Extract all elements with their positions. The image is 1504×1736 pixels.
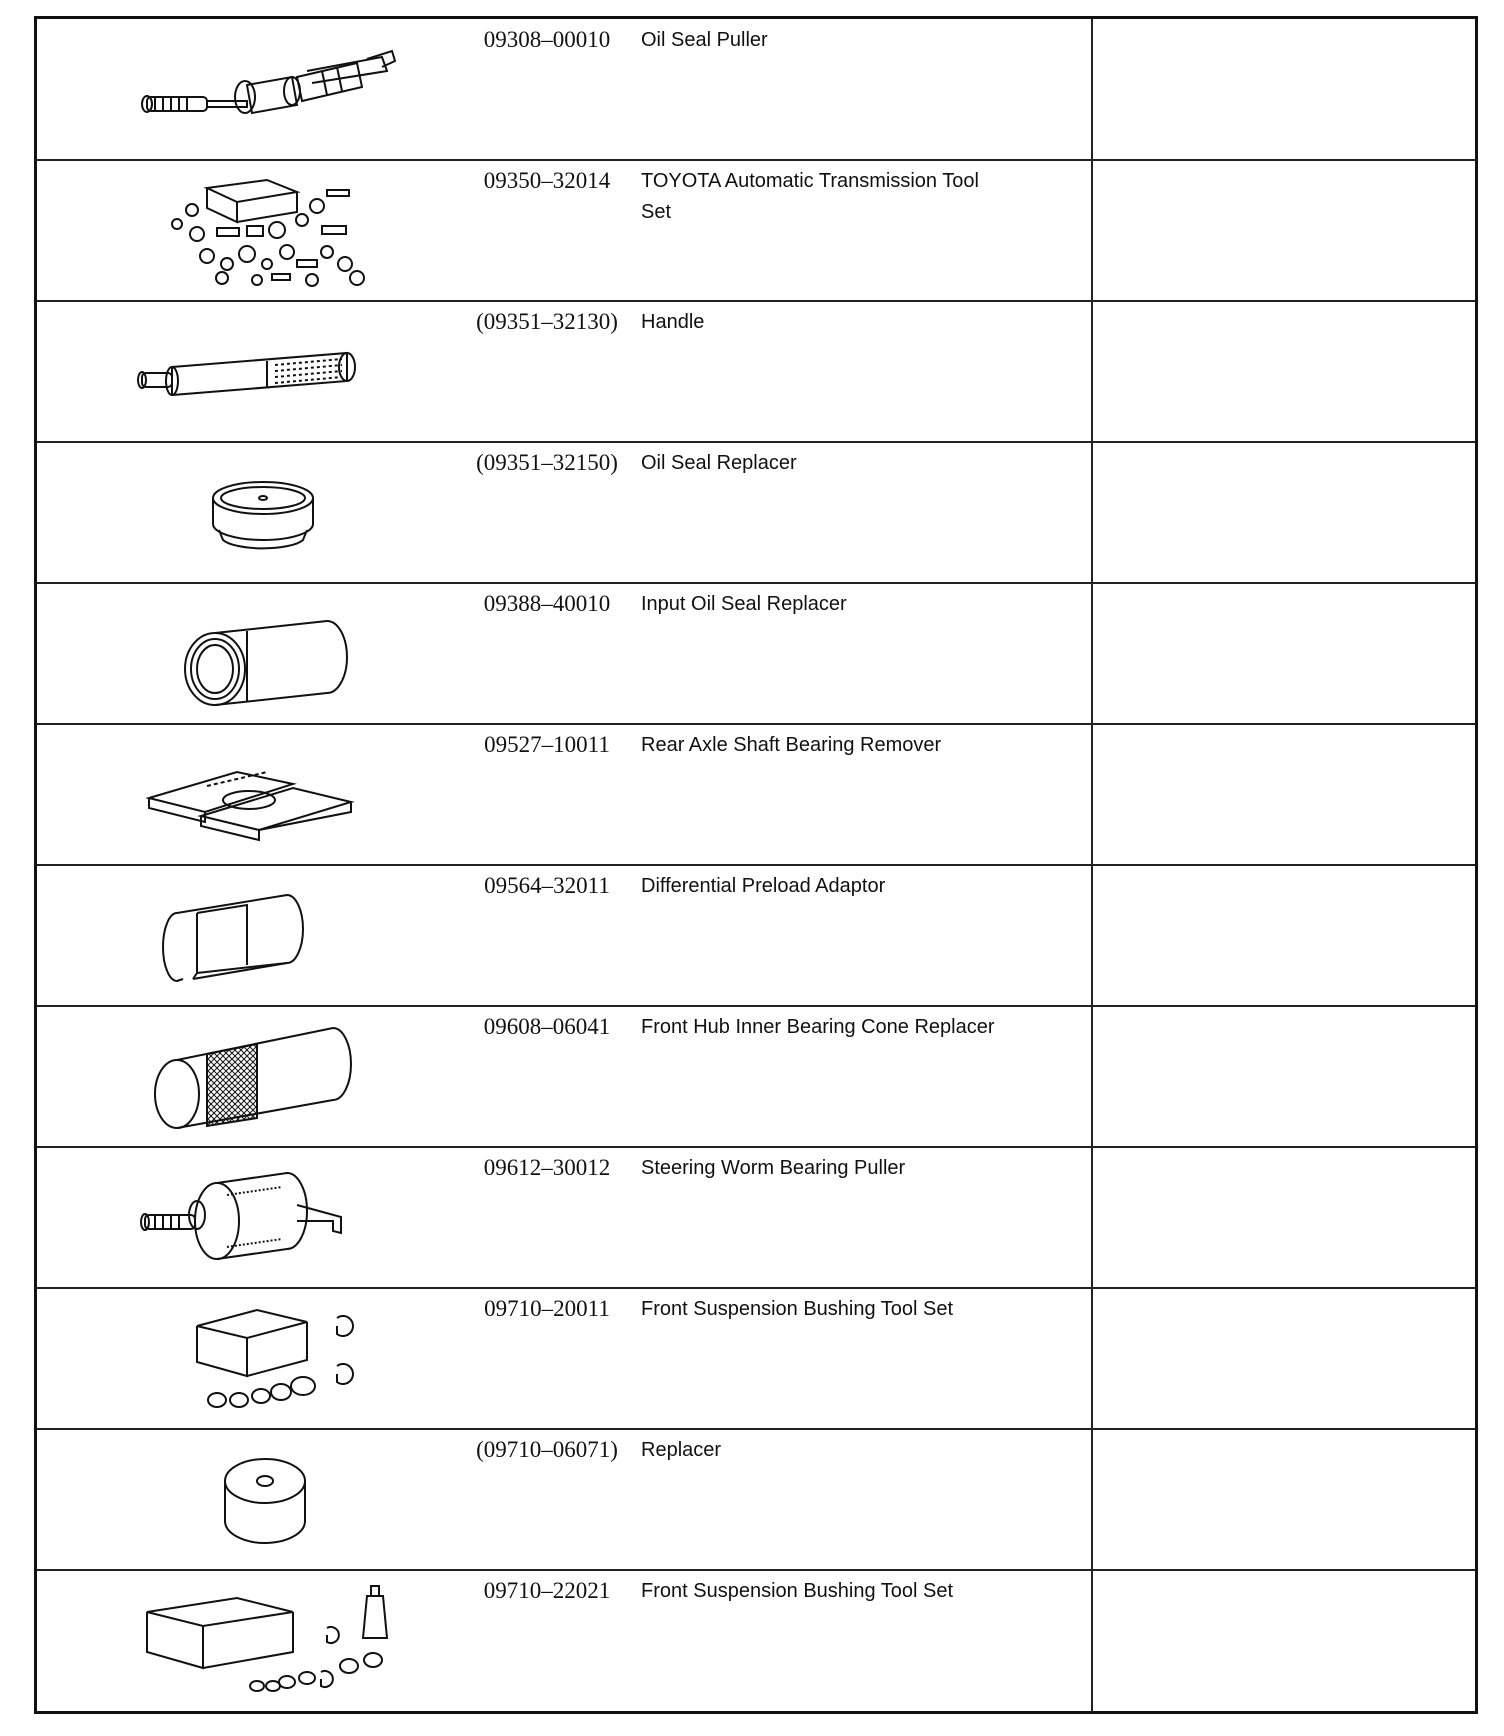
bushing-tool-set-icon xyxy=(97,1578,397,1704)
remarks-cell xyxy=(1093,1147,1475,1287)
tool-row xyxy=(37,583,1475,725)
short-replacer-icon xyxy=(97,1437,397,1563)
tool-set-kit-icon xyxy=(97,168,397,294)
special-service-tools-table xyxy=(34,16,1478,1714)
tool-name: Handle xyxy=(641,311,705,333)
remarks-cell xyxy=(1093,301,1475,441)
slotted-tube-adaptor-icon xyxy=(97,873,397,999)
tool-name: Input Oil Seal Replacer xyxy=(641,593,847,615)
part-number: 09608–06041 xyxy=(483,1014,611,1039)
part-number: 09564–32011 xyxy=(484,873,610,898)
remarks-cell xyxy=(1093,724,1475,864)
tool-name: Oil Seal Replacer xyxy=(641,452,797,474)
tool-name: TOYOTA Automatic Transmission Tool Set xyxy=(641,170,979,223)
tool-row xyxy=(37,1006,1475,1148)
part-number: (09351–32150) xyxy=(476,450,618,475)
remarks-cell xyxy=(1093,160,1475,300)
part-number: 09308–00010 xyxy=(483,27,611,52)
tool-name: Rear Axle Shaft Bearing Remover xyxy=(641,734,942,756)
tool-row xyxy=(37,1147,1475,1289)
remarks-cell xyxy=(1093,1570,1475,1712)
tool-row xyxy=(37,865,1475,1007)
part-number: (09351–32130) xyxy=(476,309,618,334)
part-number: (09710–06071) xyxy=(476,1437,618,1462)
slide-hammer-puller-icon xyxy=(97,27,397,153)
bushing-tool-set-icon xyxy=(97,1296,397,1422)
tool-row xyxy=(37,442,1475,584)
tool-name: Front Hub Inner Bearing Cone Replacer xyxy=(641,1016,995,1038)
part-number: 09710–20011 xyxy=(484,1296,610,1321)
knurled-cylinder-icon xyxy=(97,1014,397,1140)
part-number: 09388–40010 xyxy=(483,591,611,616)
tool-row xyxy=(37,160,1475,302)
remarks-cell xyxy=(1093,19,1475,159)
split-plate-remover-icon xyxy=(97,732,397,858)
tool-row xyxy=(37,19,1475,161)
tool-name: Steering Worm Bearing Puller xyxy=(641,1157,906,1179)
remarks-cell xyxy=(1093,583,1475,723)
remarks-cell xyxy=(1093,442,1475,582)
tool-name: Oil Seal Puller xyxy=(641,29,768,51)
handle-icon xyxy=(97,309,397,435)
part-number: 09710–22021 xyxy=(483,1578,611,1603)
remarks-cell xyxy=(1093,1288,1475,1428)
tool-name: Differential Preload Adaptor xyxy=(641,875,886,897)
cylinder-replacer-icon xyxy=(97,591,397,717)
tool-name: Replacer xyxy=(641,1439,722,1461)
disc-replacer-icon xyxy=(97,450,397,576)
tool-row xyxy=(37,301,1475,443)
remarks-cell xyxy=(1093,865,1475,1005)
tool-name: Front Suspension Bushing Tool Set xyxy=(641,1298,954,1320)
tool-row xyxy=(37,1288,1475,1430)
tool-row xyxy=(37,1570,1475,1712)
bearing-puller-icon xyxy=(97,1155,397,1281)
part-number: 09612–30012 xyxy=(483,1155,611,1180)
tool-name: Front Suspension Bushing Tool Set xyxy=(641,1580,954,1602)
tool-row xyxy=(37,1429,1475,1571)
tool-row xyxy=(37,724,1475,866)
remarks-cell xyxy=(1093,1429,1475,1569)
part-number: 09527–10011 xyxy=(484,732,610,757)
remarks-cell xyxy=(1093,1006,1475,1146)
part-number: 09350–32014 xyxy=(483,168,611,193)
